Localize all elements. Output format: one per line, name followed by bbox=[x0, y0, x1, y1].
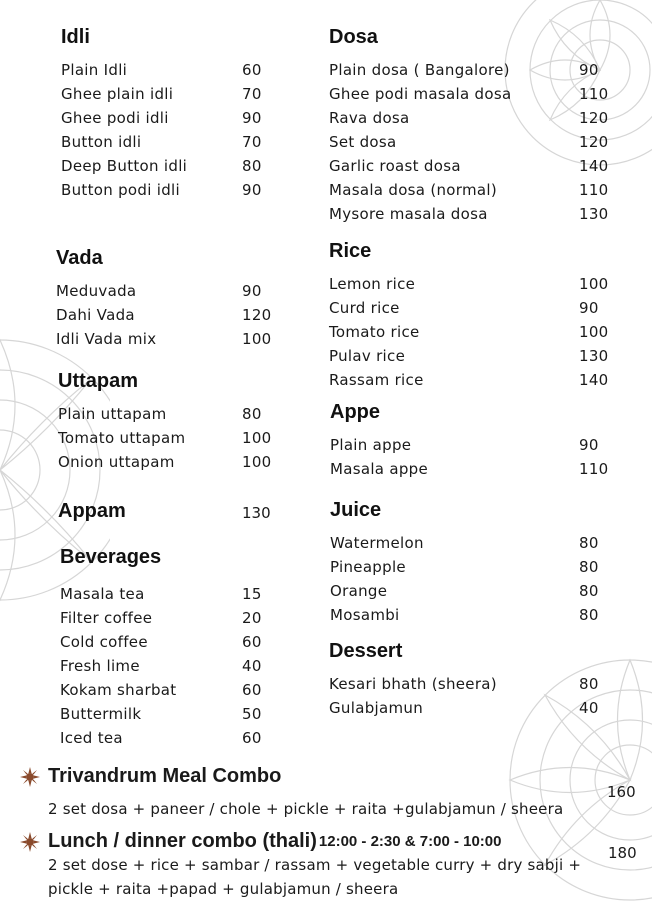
menu-item bbox=[61, 157, 301, 181]
menu-item-price: 60 bbox=[242, 729, 262, 747]
menu-item bbox=[329, 109, 629, 133]
menu-item-name: Masala appe bbox=[330, 460, 429, 478]
menu-item-name: Ghee podi masala dosa bbox=[329, 85, 512, 103]
menu-item-price: 100 bbox=[242, 330, 272, 348]
menu-item-price: 90 bbox=[579, 436, 599, 454]
menu-item bbox=[329, 675, 629, 699]
combo-title: Lunch / dinner combo (thali) bbox=[48, 830, 317, 852]
dessert-section bbox=[329, 640, 629, 723]
menu-item-name: Pulav rice bbox=[329, 347, 406, 365]
menu-item bbox=[329, 85, 629, 109]
menu-item-price: 120 bbox=[579, 109, 609, 127]
menu-item-name: Lemon rice bbox=[329, 275, 416, 293]
appe-section bbox=[330, 401, 630, 484]
menu-item-name: Filter coffee bbox=[60, 609, 153, 627]
menu-item bbox=[56, 330, 296, 354]
menu-item-name: Idli Vada mix bbox=[56, 330, 157, 348]
menu-item-name: Ghee plain idli bbox=[61, 85, 174, 103]
menu-item bbox=[329, 181, 629, 205]
uttapam-list bbox=[58, 405, 298, 477]
menu-item-price: 90 bbox=[242, 109, 262, 127]
menu-item bbox=[60, 585, 300, 609]
vada-list bbox=[56, 282, 296, 354]
menu-item bbox=[58, 429, 298, 453]
menu-item bbox=[329, 205, 629, 229]
appe-title: Appe bbox=[330, 401, 380, 423]
menu-item-name: Tomato uttapam bbox=[58, 429, 186, 447]
menu-item bbox=[61, 109, 301, 133]
menu-item-price: 40 bbox=[579, 699, 599, 717]
menu-item bbox=[330, 460, 630, 484]
dessert-list bbox=[329, 675, 629, 723]
menu-item-name: Mysore masala dosa bbox=[329, 205, 488, 223]
menu-item bbox=[329, 157, 629, 181]
menu-item-price: 15 bbox=[242, 585, 262, 603]
menu-item bbox=[61, 181, 301, 205]
menu-item-name: Plain appe bbox=[330, 436, 412, 454]
dosa-list bbox=[329, 61, 629, 229]
menu-item-name: Pineapple bbox=[330, 558, 406, 576]
menu-item bbox=[61, 85, 301, 109]
dosa-section bbox=[329, 26, 629, 229]
menu-item-name: Tomato rice bbox=[329, 323, 420, 341]
menu-item-name: Masala tea bbox=[60, 585, 145, 603]
menu-item-price: 20 bbox=[242, 609, 262, 627]
menu-item bbox=[329, 347, 629, 371]
menu-item-name: Onion uttapam bbox=[58, 453, 175, 471]
combo-description: 2 set dose + rice + sambar / rassam + vegetable curry + dry sabji + pickle + raita +papad + gulabjamun / sheera bbox=[48, 856, 582, 898]
menu-item bbox=[56, 306, 296, 330]
combo-timing: 12:00 - 2:30 & 7:00 - 10:00 bbox=[318, 833, 502, 850]
menu-item-name: Kesari bhath (sheera) bbox=[329, 675, 497, 693]
menu-item-price: 130 bbox=[579, 205, 609, 223]
menu-item-price: 60 bbox=[242, 633, 262, 651]
menu-item-price: 80 bbox=[242, 157, 262, 175]
menu-item bbox=[60, 633, 300, 657]
menu-item-price: 120 bbox=[242, 306, 272, 324]
menu-item-name: Set dosa bbox=[329, 133, 397, 151]
menu-item-price: 90 bbox=[242, 282, 262, 300]
idli-section bbox=[61, 26, 301, 205]
menu-item-price: 90 bbox=[579, 299, 599, 317]
menu-item-price: 90 bbox=[242, 181, 262, 199]
menu-item bbox=[329, 323, 629, 347]
menu-item-price: 50 bbox=[242, 705, 262, 723]
menu-item bbox=[60, 705, 300, 729]
menu-item-name: Gulabjamun bbox=[329, 699, 423, 717]
menu-item bbox=[60, 681, 300, 705]
dosa-title: Dosa bbox=[329, 26, 378, 48]
menu-item-price: 140 bbox=[579, 157, 609, 175]
menu-item-price: 140 bbox=[579, 371, 609, 389]
menu-item-price: 70 bbox=[242, 133, 262, 151]
menu-item-name: Plain dosa ( Bangalore) bbox=[329, 61, 510, 79]
menu-item-name: Rassam rice bbox=[329, 371, 424, 389]
vada-section bbox=[56, 247, 296, 354]
menu-item-name: Buttermilk bbox=[60, 705, 142, 723]
menu-item bbox=[330, 436, 630, 460]
menu-item-price: 100 bbox=[242, 429, 272, 447]
menu-item-name: Iced tea bbox=[60, 729, 123, 747]
menu-item bbox=[329, 275, 629, 299]
menu-item-price: 120 bbox=[579, 133, 609, 151]
menu-item-name: Deep Button idli bbox=[61, 157, 188, 175]
menu-item-price: 110 bbox=[579, 85, 609, 103]
menu-item-price: 80 bbox=[579, 675, 599, 693]
menu-item bbox=[330, 582, 630, 606]
menu-item-name: Button podi idli bbox=[61, 181, 180, 199]
menu-item bbox=[56, 282, 296, 306]
combo-title: Trivandrum Meal Combo bbox=[48, 765, 282, 787]
appam-section bbox=[58, 500, 298, 526]
beverages-list bbox=[60, 585, 300, 753]
menu-item-price: 80 bbox=[579, 606, 599, 624]
menu-item-name: Mosambi bbox=[330, 606, 400, 624]
rice-title: Rice bbox=[329, 240, 372, 262]
menu-item-name: Dahi Vada bbox=[56, 306, 135, 324]
idli-list bbox=[61, 61, 301, 205]
menu-item-name: Cold coffee bbox=[60, 633, 148, 651]
vada-title: Vada bbox=[56, 247, 103, 269]
menu-item bbox=[329, 133, 629, 157]
menu-item-price: 100 bbox=[579, 275, 609, 293]
menu-item bbox=[60, 729, 300, 753]
beverages-title: Beverages bbox=[60, 546, 162, 568]
menu-item bbox=[61, 61, 301, 85]
juice-title: Juice bbox=[330, 499, 382, 521]
menu-item bbox=[330, 558, 630, 582]
menu-item-name: Plain uttapam bbox=[58, 405, 167, 423]
flower-icon bbox=[20, 832, 40, 852]
menu-item-name: Orange bbox=[330, 582, 388, 600]
appam-price: 130 bbox=[242, 504, 271, 522]
menu-item-price: 90 bbox=[579, 61, 599, 79]
menu-item bbox=[61, 133, 301, 157]
menu-item-price: 40 bbox=[242, 657, 262, 675]
menu-item-name: Button idli bbox=[61, 133, 142, 151]
menu-item-price: 100 bbox=[242, 453, 272, 471]
idli-title: Idli bbox=[61, 26, 90, 48]
combo-trivandrum bbox=[20, 765, 640, 821]
menu-item-name: Rava dosa bbox=[329, 109, 410, 127]
menu-item bbox=[329, 699, 629, 723]
menu-item-price: 80 bbox=[579, 534, 599, 552]
menu-item-price: 70 bbox=[242, 85, 262, 103]
menu-item-price: 60 bbox=[242, 61, 262, 79]
menu-item-price: 80 bbox=[579, 558, 599, 576]
menu-item-price: 80 bbox=[579, 582, 599, 600]
menu-item-name: Curd rice bbox=[329, 299, 400, 317]
menu-item-name: Ghee podi idli bbox=[61, 109, 169, 127]
menu-item-price: 60 bbox=[242, 681, 262, 699]
juice-list bbox=[330, 534, 630, 630]
uttapam-title: Uttapam bbox=[58, 370, 139, 392]
combo-price: 160 bbox=[607, 783, 636, 801]
menu-item bbox=[330, 534, 630, 558]
menu-item bbox=[330, 606, 630, 630]
menu-item-name: Masala dosa (normal) bbox=[329, 181, 498, 199]
combo-lunch-dinner bbox=[20, 830, 640, 901]
menu-item-price: 110 bbox=[579, 460, 609, 478]
menu-item-price: 100 bbox=[579, 323, 609, 341]
rice-list bbox=[329, 275, 629, 395]
menu-item-name: Garlic roast dosa bbox=[329, 157, 461, 175]
menu-item bbox=[329, 371, 629, 395]
menu-item-name: Kokam sharbat bbox=[60, 681, 177, 699]
dessert-title: Dessert bbox=[329, 640, 403, 662]
menu-item-price: 110 bbox=[579, 181, 609, 199]
menu-item bbox=[329, 299, 629, 323]
menu-item-price: 80 bbox=[242, 405, 262, 423]
rice-section bbox=[329, 240, 629, 395]
juice-section bbox=[330, 499, 630, 630]
appe-list bbox=[330, 436, 630, 484]
appam-title: Appam bbox=[58, 500, 126, 522]
menu-item-name: Meduvada bbox=[56, 282, 137, 300]
menu-item-price: 130 bbox=[579, 347, 609, 365]
menu-item-name: Fresh lime bbox=[60, 657, 140, 675]
flower-icon bbox=[20, 767, 40, 787]
menu-item-name: Plain Idli bbox=[61, 61, 128, 79]
combo-price: 180 bbox=[608, 844, 637, 862]
menu-item bbox=[58, 405, 298, 429]
uttapam-section bbox=[58, 370, 298, 477]
menu-item bbox=[58, 453, 298, 477]
beverages-section bbox=[60, 546, 300, 753]
menu-item bbox=[60, 657, 300, 681]
menu-item bbox=[329, 61, 629, 85]
combo-description: 2 set dosa + paneer / chole + pickle + raita +gulabjamun / sheera bbox=[48, 800, 564, 818]
menu-item-name: Watermelon bbox=[330, 534, 424, 552]
menu-item bbox=[60, 609, 300, 633]
